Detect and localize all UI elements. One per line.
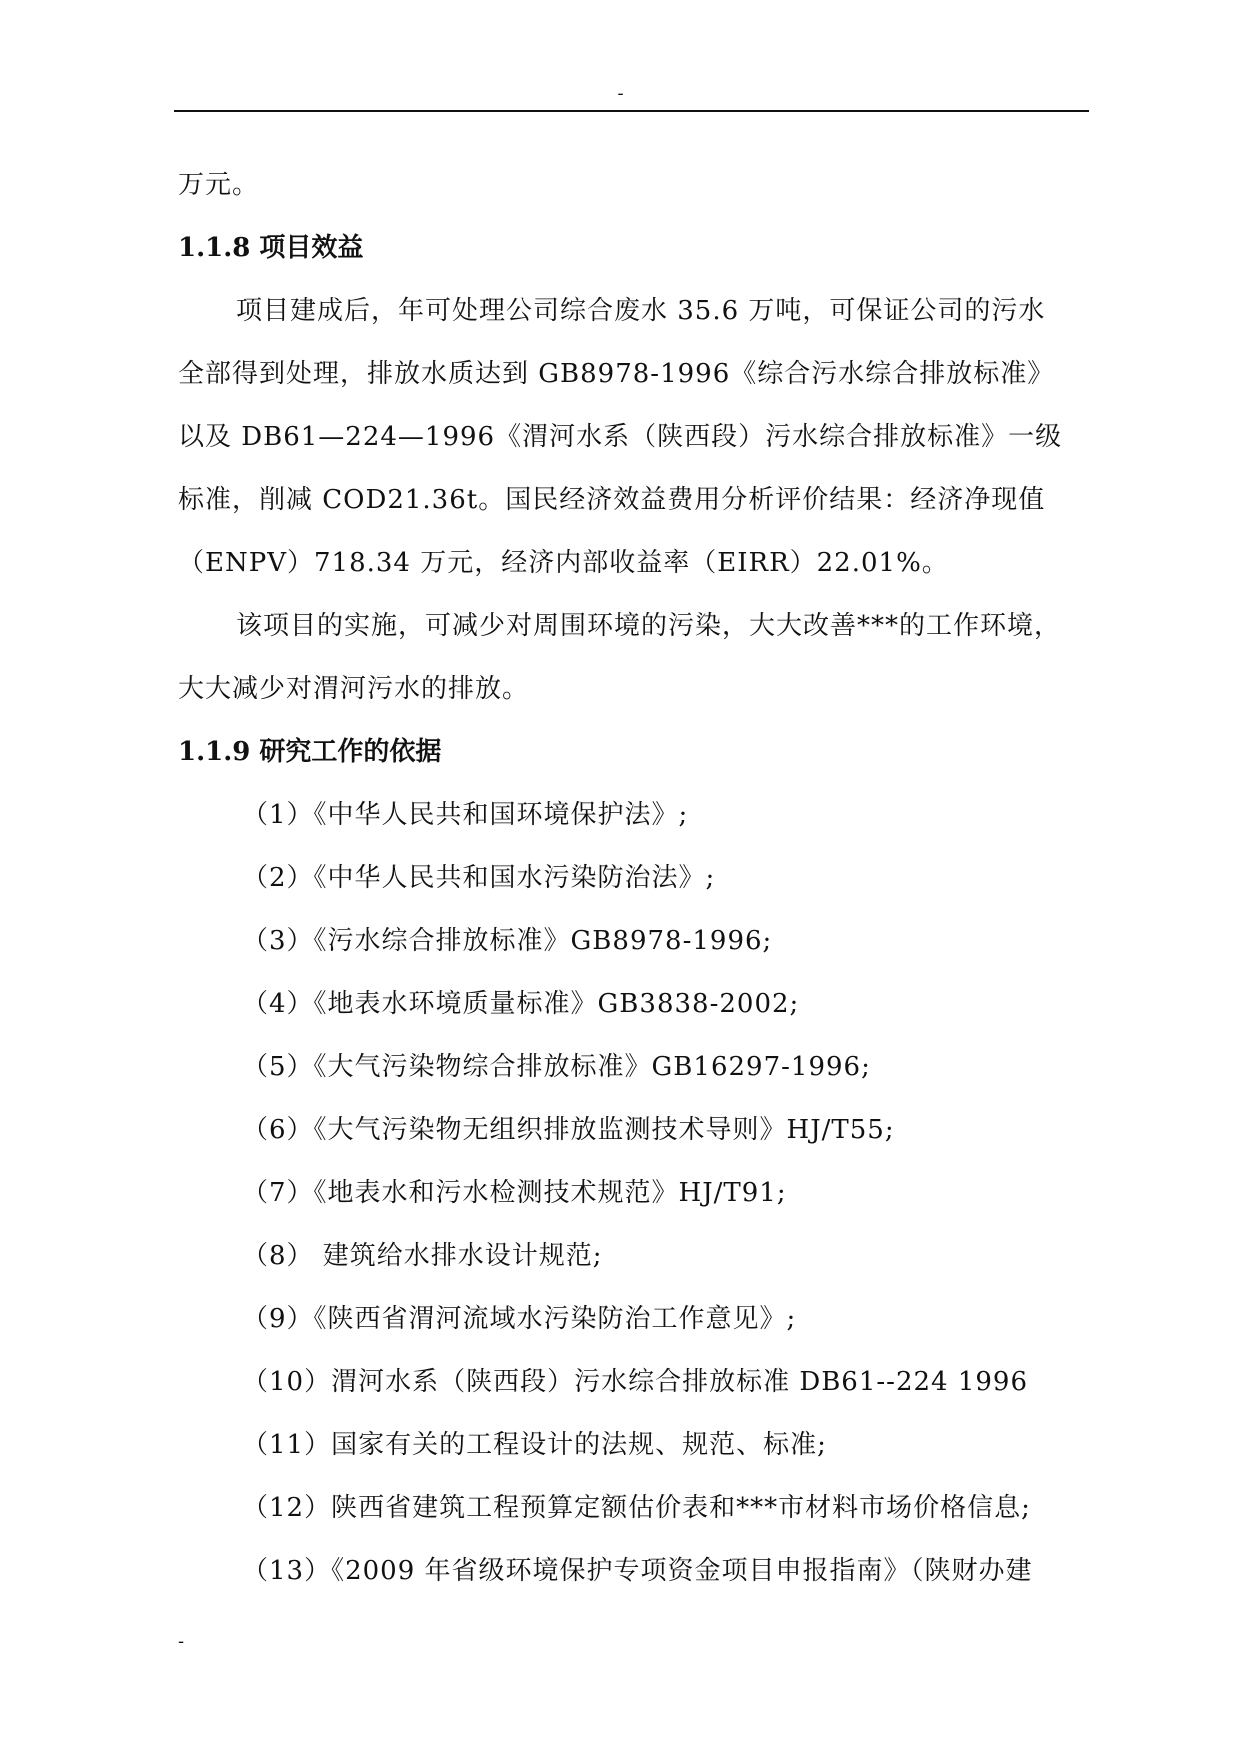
paragraph-line: 标准，削减 COD21.36t。国民经济效益费用分析评价结果：经济净现值 [178,485,1046,515]
header-rule [174,110,1089,112]
section-heading-1-1-9: 1.1.9 研究工作的依据 [178,737,442,767]
paragraph-line: 该项目的实施，可减少对周围环境的污染，大大改善***的工作环境， [236,611,1062,641]
list-item: （3）《污水综合排放标准》GB8978-1996; [242,926,773,956]
footer-mark: - [178,1631,185,1652]
list-item: （8） 建筑给水排水设计规范; [242,1241,603,1271]
list-item: （4）《地表水环境质量标准》GB3838-2002; [242,989,800,1019]
paragraph-line: 全部得到处理，排放水质达到 GB8978-1996《综合污水综合排放标准》 [178,359,1055,389]
paragraph-line: 项目建成后，年可处理公司综合废水 35.6 万吨，可保证公司的污水 [236,296,1046,326]
list-item: （7）《地表水和污水检测技术规范》HJ/T91; [242,1178,787,1208]
list-item: （2）《中华人民共和国水污染防治法》; [242,863,716,893]
list-item: （13）《2009 年省级环境保护专项资金项目申报指南》（陕财办建 [242,1556,1033,1586]
list-item: （11）国家有关的工程设计的法规、规范、标准; [242,1430,827,1460]
text-line: 万元。 [178,170,260,200]
section-heading-1-1-8: 1.1.8 项目效益 [178,233,364,263]
list-item: （6）《大气污染物无组织排放监测技术导则》HJ/T55; [242,1115,895,1145]
paragraph-line: 以及 DB61—224—1996《渭河水系（陕西段）污水综合排放标准》一级 [178,422,1063,452]
paragraph-line: （ENPV）718.34 万元，经济内部收益率（EIRR）22.01%。 [178,548,949,578]
paragraph-line: 大大减少对渭河污水的排放。 [178,674,530,704]
header-mark: - [617,83,624,104]
list-item: （12）陕西省建筑工程预算定额估价表和***市材料市场价格信息; [242,1493,1031,1523]
list-item: （5）《大气污染物综合排放标准》GB16297-1996; [242,1052,871,1082]
list-item: （9）《陕西省渭河流域水污染防治工作意见》; [242,1304,797,1334]
list-item: （10）渭河水系（陕西段）污水综合排放标准 DB61--224 1996 [242,1367,1029,1397]
document-body [178,154,1086,1603]
list-item: （1）《中华人民共和国环境保护法》; [242,800,689,830]
